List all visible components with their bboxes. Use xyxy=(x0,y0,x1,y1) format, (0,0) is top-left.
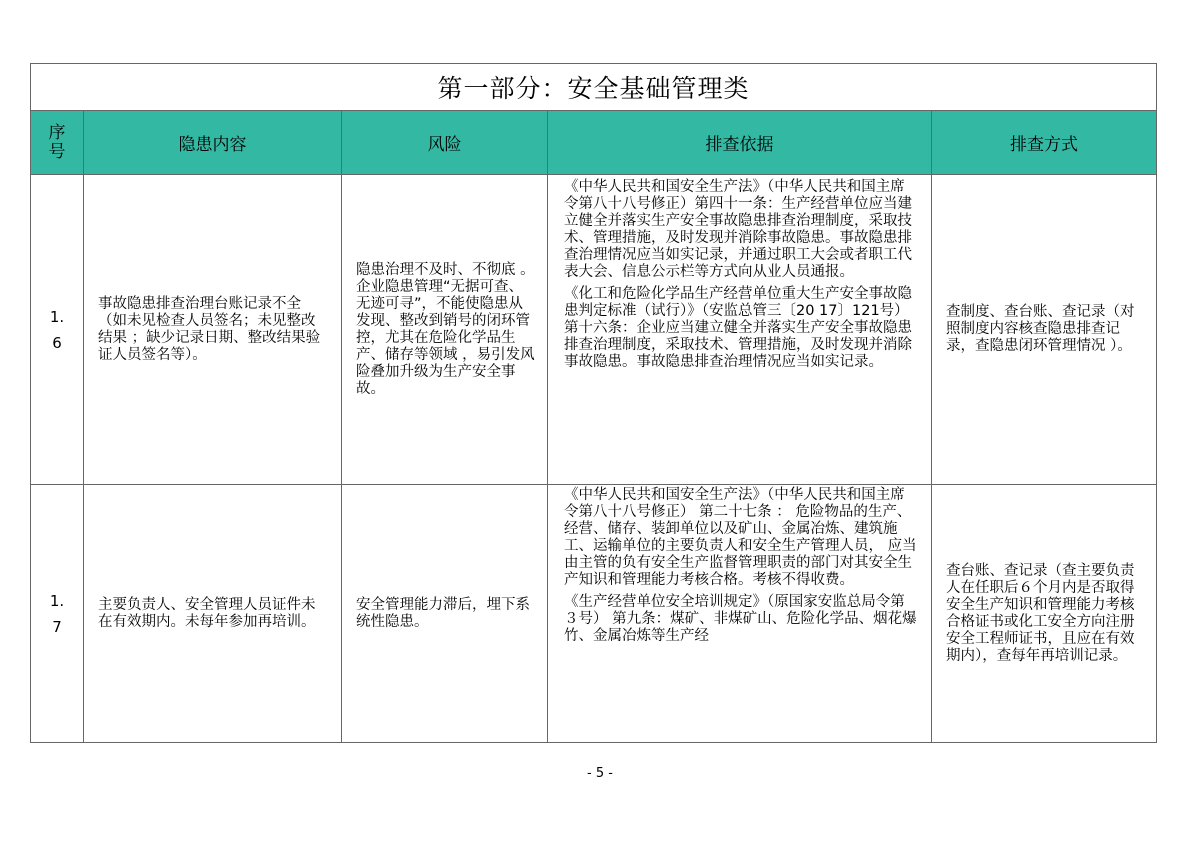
row-number-label: 1.6 xyxy=(49,307,65,352)
basis-paragraph: 《中华人民共和国安全生产法》（中华人民共和国主席令第八十八号修正） 第二十七条 ： 危险物品的生产、经营、储存、装卸单位以及矿山、金属冶炼、建筑施工、运输单位的主要负责人和安全生产管理人员， 应当由主管的负有安全生产监督管理职责的部门对其安全生产知识和管理能力考核合格。考核不得收费。 xyxy=(564,487,917,588)
row-method-text: 查制度、查台账、查记录（对照制度内容核查隐患排查记录，查隐患闭环管理情况 ）。 xyxy=(946,304,1135,354)
header-basis: 排查依据 xyxy=(548,111,932,175)
row-basis xyxy=(548,485,932,743)
row-content xyxy=(84,485,342,743)
header-risk: 风险 xyxy=(342,111,548,175)
page-title: 第一部分：安全基础管理类 xyxy=(31,64,1157,111)
header-content: 隐患内容 xyxy=(84,111,342,175)
row-number xyxy=(31,175,84,485)
row-risk xyxy=(342,175,548,485)
row-number-label: 1.7 xyxy=(49,591,65,636)
basis-paragraph: 《中华人民共和国安全生产法》（中华人民共和国主席令第八十八号修正）第四十一条：生产经营单位应当建立健全并落实生产安全事故隐患排查治理制度，采取技术、管理措施，及时发现并消除事故隐患。事故隐患排查治理情况应当如实记录，并通过职工大会或者职工代表大会、信息公示栏等方式向从业人员通报。 xyxy=(564,179,912,280)
header-number xyxy=(31,111,84,175)
row-content-text: 主要负责人、安全管理人员证件未在有效期内。未每年参加再培训。 xyxy=(98,596,316,630)
table-row xyxy=(31,175,1157,485)
row-content-text: 事故隐患排查治理台账记录不全（如未见检查人员签名；未见整改结果 ；缺少记录日期、整改结果验证人员签名等）。 xyxy=(98,295,321,363)
header-method: 排查方式 xyxy=(932,111,1157,175)
row-method xyxy=(932,175,1157,485)
row-risk xyxy=(342,485,548,743)
row-risk-text: 隐患治理不及时、不彻底 。企业隐患管理“无据可查、无迹可寻”，不能使隐患从发现、整改到销号的闭环管控，尤其在危险化学品生产、储存等领域 ，易引发风险叠加升级为生产安全事故。 xyxy=(356,261,535,397)
hazard-table xyxy=(30,63,1157,743)
page-number: - 5 - xyxy=(587,766,613,781)
table-header-row xyxy=(31,111,1157,175)
row-number xyxy=(31,485,84,743)
row-method xyxy=(932,485,1157,743)
row-risk-text: 安全管理能力滞后，埋下系统性隐患。 xyxy=(356,596,530,630)
basis-paragraph: 《生产经营单位安全培训规定》（原国家安监总局令第３号） 第九条：煤矿、非煤矿山、危险化学品、烟花爆竹、金属冶炼等生产经 xyxy=(564,594,917,644)
table-row xyxy=(31,485,1157,743)
header-number-label: 序号 xyxy=(48,122,66,162)
row-content xyxy=(84,175,342,485)
basis-paragraph: 《化工和危险化学品生产经营单位重大生产安全事故隐患判定标准（试行）》（安监总管三〔20 17〕121号） 第十六条：企业应当建立健全并落实生产安全事故隐患排查治理制度，采取技术、管理措施，及时发现并消除事故隐患。事故隐患排查治理情况应当如实记录。 xyxy=(564,286,912,370)
row-basis xyxy=(548,175,932,485)
row-method-text: 查台账、查记录（查主要负责人在任职后６个月内是否取得安全生产知识和管理能力考核合格证书或化工安全方向注册安全工程师证书，且应在有效期内），查每年再培训记录。 xyxy=(946,562,1135,664)
